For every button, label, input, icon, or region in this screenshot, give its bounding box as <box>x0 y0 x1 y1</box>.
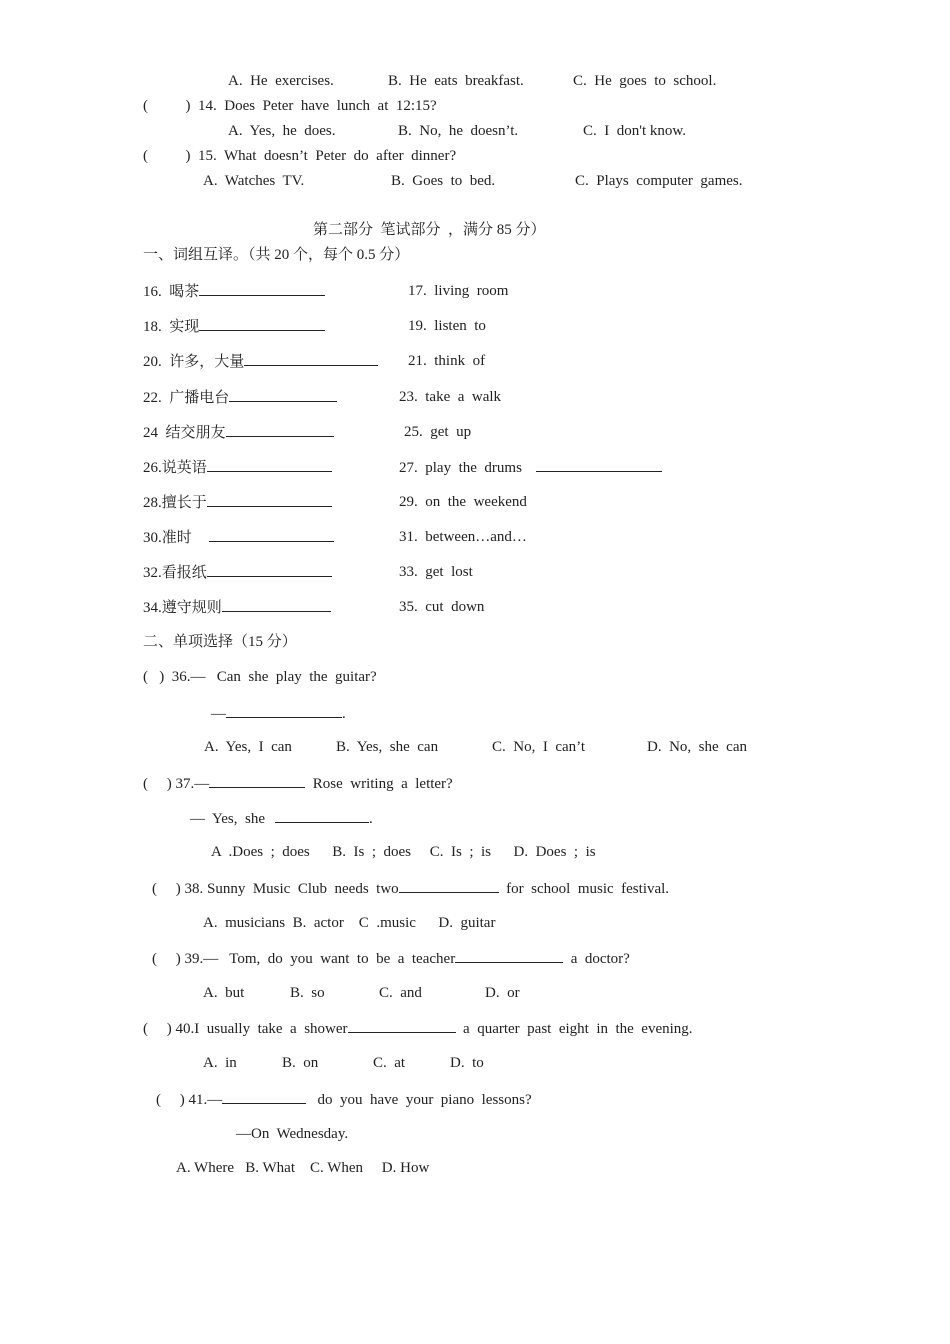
section2-heading: 二、单项选择（15 分） <box>143 634 297 650</box>
q39-option-b: B. so <box>290 985 325 1001</box>
q39-option-d: D. or <box>485 985 520 1001</box>
q37-options: A .Does ; does B. Is ; does C. Is ; is D. Does ; is <box>211 844 596 860</box>
q36-stem: ( ) 36.— Can she play the guitar? <box>143 669 377 685</box>
q36-option-a: A. Yes, I can <box>204 739 292 755</box>
q41-stem: ( ) 41.— do you have your piano lessons? <box>156 1089 532 1110</box>
list-item: 26.说英语 <box>143 457 332 478</box>
q13-option-b: B. He eats breakfast. <box>388 73 524 89</box>
q36-option-b: B. Yes, she can <box>336 739 439 755</box>
q14-option-c: C. I don't know. <box>583 123 686 139</box>
q37-answer-line: — Yes, she . <box>190 808 373 829</box>
q40-option-d: D. to <box>450 1055 484 1071</box>
q14-answer-paren: ( ) <box>143 98 191 114</box>
q40-stem: ( ) 40.I usually take a shower a quarter past eight in the evening. <box>143 1018 693 1039</box>
q38-options: A. musicians B. actor C .music D. guitar <box>203 915 496 931</box>
q13-option-c: C. He goes to school. <box>573 73 717 89</box>
list-item: 18. 实现 <box>143 316 325 337</box>
q15-option-c: C. Plays computer games. <box>575 173 743 189</box>
q39-option-c: C. and <box>379 985 422 1001</box>
list-item: 28.擅长于 <box>143 492 332 513</box>
q39-option-a: A. but <box>203 985 245 1001</box>
q41-options: A. Where B. What C. When D. How <box>176 1160 430 1176</box>
list-item: 21. think of <box>408 353 486 369</box>
list-item: 19. listen to <box>408 318 486 334</box>
list-item: 27. play the drums <box>399 457 662 478</box>
list-item: 16. 喝茶 <box>143 281 325 302</box>
list-item: 30.准时 <box>143 527 334 548</box>
list-item: 31. between…and… <box>399 529 527 545</box>
q37-stem: ( ) 37.— Rose writing a letter? <box>143 773 453 794</box>
q15-option-b: B. Goes to bed. <box>391 173 496 189</box>
q36-option-c: C. No, I can’t <box>492 739 586 755</box>
q15-option-a: A. Watches TV. <box>203 173 305 189</box>
q14-option-a: A. Yes, he does. <box>228 123 336 139</box>
q41-answer: —On Wednesday. <box>236 1126 349 1142</box>
q15-answer-paren: ( ) <box>143 148 191 164</box>
list-item: 29. on the weekend <box>399 494 527 510</box>
q40-option-a: A. in <box>203 1055 237 1071</box>
list-item: 24 结交朋友 <box>143 422 334 443</box>
list-item: 32.看报纸 <box>143 562 332 583</box>
q36-option-d: D. No, she can <box>647 739 747 755</box>
section1-heading: 一、词组互译。（共 20 个，每个 0.5 分） <box>143 247 410 263</box>
list-item: 33. get lost <box>399 564 473 580</box>
list-item: 17. living room <box>408 283 509 299</box>
q14-stem: 14. Does Peter have lunch at 12:15? <box>198 98 437 114</box>
q36-answer-line: — . <box>211 703 346 724</box>
q13-option-a: A. He exercises. <box>228 73 334 89</box>
list-item: 34.遵守规则 <box>143 597 331 618</box>
part2-title: 第二部分 笔试部分 ，满分 85 分） <box>313 222 546 238</box>
list-item: 25. get up <box>404 424 472 440</box>
q38-stem: ( ) 38. Sunny Music Club needs two for school music festival. <box>152 878 669 899</box>
q39-stem: ( ) 39.— Tom, do you want to be a teacher a doctor? <box>152 948 630 969</box>
q15-stem: 15. What doesn’t Peter do after dinner? <box>198 148 457 164</box>
list-item: 22. 广播电台 <box>143 387 337 408</box>
q40-option-c: C. at <box>373 1055 406 1071</box>
list-item: 35. cut down <box>399 599 485 615</box>
list-item: 20. 许多，大量 <box>143 351 378 372</box>
list-item: 23. take a walk <box>399 389 502 405</box>
q40-option-b: B. on <box>282 1055 319 1071</box>
q14-option-b: B. No, he doesn’t. <box>398 123 519 139</box>
